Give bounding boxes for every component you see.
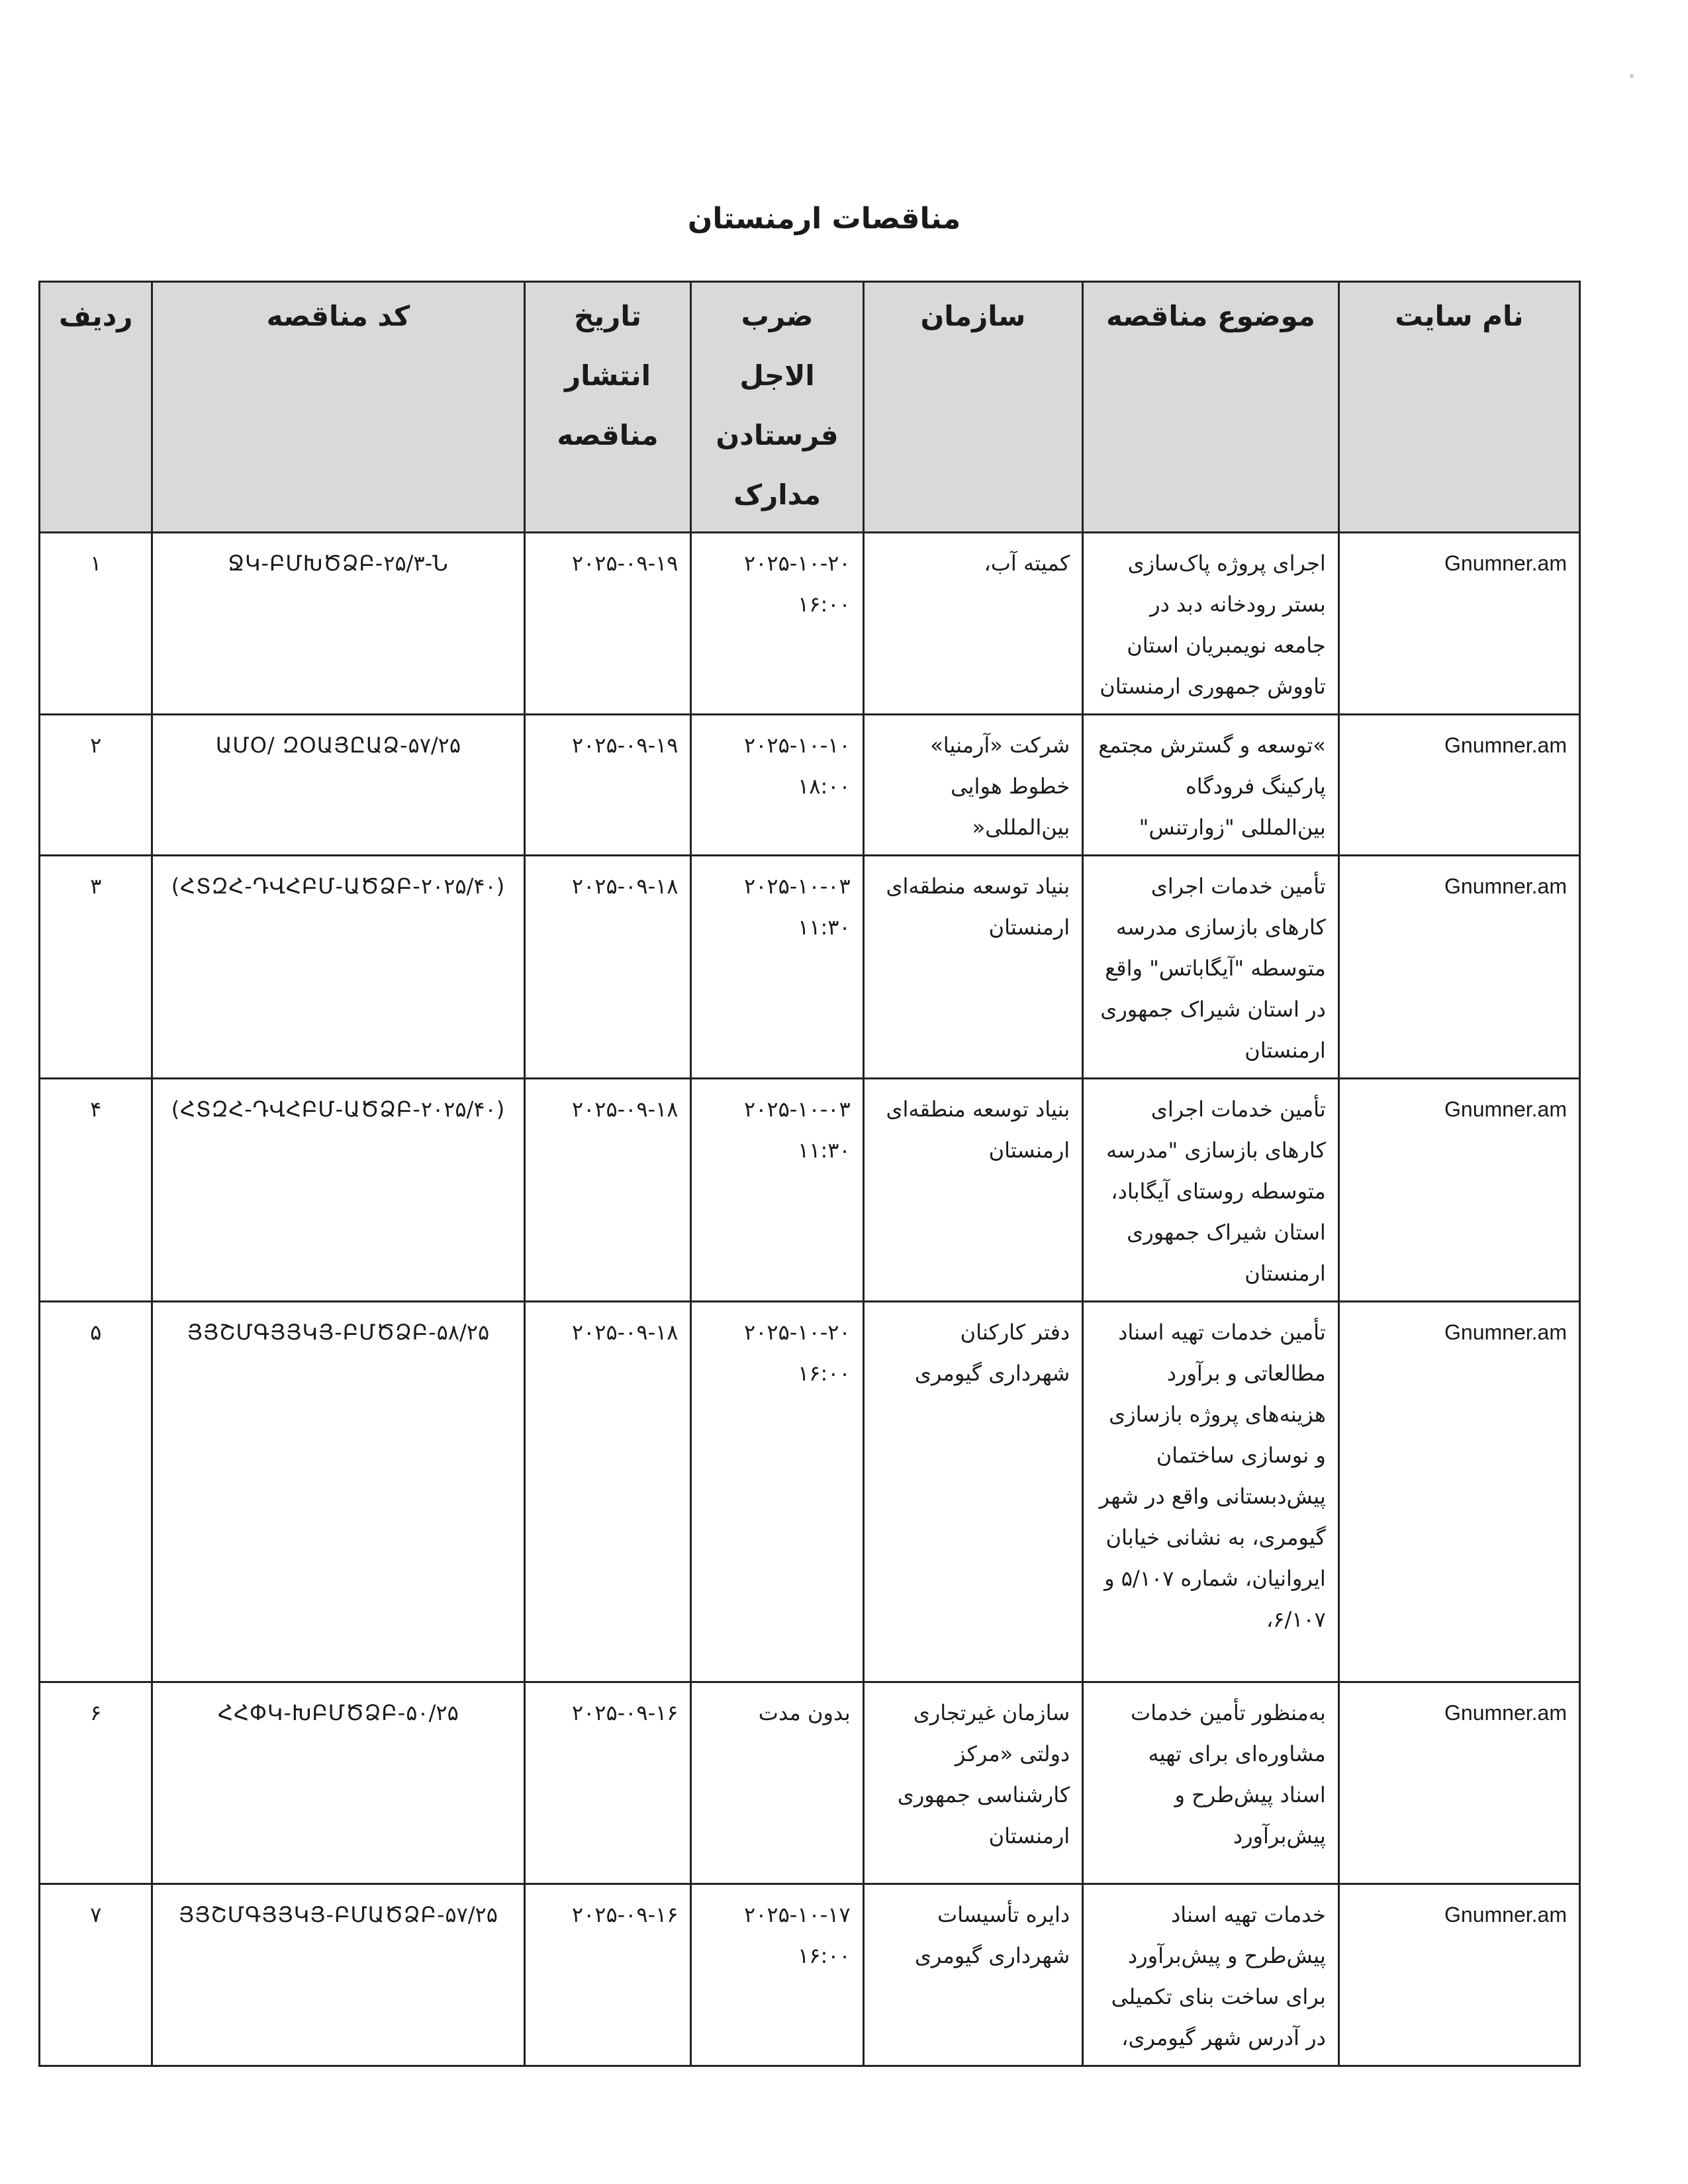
cell-code: ԱՄՕ/ ԶՕԱՅԸԱՁ-۵۷/۲۵ (152, 715, 524, 856)
table-row (40, 856, 1580, 1079)
table-row (40, 1682, 1580, 1884)
deadline-date: ۲۰۲۵-۱۰-۰۳ (744, 874, 851, 899)
cell-site: Gnumner.am (1338, 1079, 1579, 1302)
deadline-date: ۲۰۲۵-۱۰-۱۷ (744, 1902, 851, 1927)
cell-code: ՀՀՓԿ-ԽԲՄԾՁԲ-۵۰/۲۵ (152, 1682, 524, 1884)
cell-subject: تأمین خدمات اجرای کارهای بازسازی "مدرسه متوسطه روستای آیگاباد، استان شیراک جمهوری ارمنستان (1083, 1079, 1339, 1302)
cell-row-number: ۵ (40, 1302, 152, 1682)
deadline-time: ۱۱:۳۰ (798, 915, 851, 940)
cell-deadline (691, 1302, 863, 1682)
cell-row-number: ۷ (40, 1884, 152, 2066)
cell-published: ۲۰۲۵-۰۹-۱۹ (524, 533, 691, 715)
cell-code: ՅՅՇՄԳՅՅԿՅ-ԲՄԱԾՁԲ-۵۷/۲۵ (152, 1884, 524, 2066)
header-row-number: ردیف (40, 282, 152, 533)
cell-site: Gnumner.am (1338, 715, 1579, 856)
header-deadline: ضرب الاجل فرستادن مدارک (691, 282, 863, 533)
table-row (40, 1079, 1580, 1302)
header-published: تاریخ انتشار مناقصه (524, 282, 691, 533)
cell-row-number: ۳ (40, 856, 152, 1079)
cell-org: شرکت «آرمنیا» خطوط هوایی بین‌المللی« (863, 715, 1083, 856)
deadline-date: ۲۰۲۵-۱۰-۱۰ (744, 733, 851, 758)
deadline-time: ۱۱:۳۰ (798, 1138, 851, 1163)
cell-site: Gnumner.am (1338, 856, 1579, 1079)
cell-org: کمیته آب، (863, 533, 1083, 715)
header-org: سازمان (863, 282, 1083, 533)
cell-deadline (691, 1682, 863, 1884)
cell-org: دایره تأسیسات شهرداری گیومری (863, 1884, 1083, 2066)
cell-published: ۲۰۲۵-۰۹-۱۸ (524, 1079, 691, 1302)
cell-org: سازمان غیرتجاری دولتی «مرکز کارشناسی جمهوری ارمنستان (863, 1682, 1083, 1884)
header-code: کد مناقصه (152, 282, 524, 533)
deadline-date: بدون مدت (758, 1700, 851, 1725)
cell-subject: »توسعه و گسترش مجتمع پارکینگ فرودگاه بین‌المللی "زوارتنس" (1083, 715, 1339, 856)
cell-org: بنیاد توسعه منطقه‌ای ارمنستان (863, 1079, 1083, 1302)
table-row (40, 1302, 1580, 1682)
cell-row-number: ۴ (40, 1079, 152, 1302)
cell-org: دفتر کارکنان شهرداری گیومری (863, 1302, 1083, 1682)
header-site: نام سایت (1338, 282, 1579, 533)
cell-published: ۲۰۲۵-۰۹-۱۸ (524, 856, 691, 1079)
cell-deadline (691, 1884, 863, 2066)
cell-subject: خدمات تهیه اسناد پیش‌طرح و پیش‌برآورد برای ساخت بنای تکمیلی در آدرس شهر گیومری، (1083, 1884, 1339, 2066)
cell-code: ՅՅՇՄԳՅՅԿՅ-ԲՄԾՁԲ-۵۸/۲۵ (152, 1302, 524, 1682)
page-title: مناقصات ارمنستان (687, 202, 961, 236)
table-row (40, 533, 1580, 715)
deadline-date: ۲۰۲۵-۱۰-۰۳ (744, 1097, 851, 1122)
deadline-time: ۱۸:۰۰ (798, 774, 851, 799)
cell-subject: اجرای پروژه پاک‌سازی بستر رودخانه دبد در جامعه نویمبریان استان تاووش جمهوری ارمنستان (1083, 533, 1339, 715)
cell-published: ۲۰۲۵-۰۹-۱۸ (524, 1302, 691, 1682)
scan-speck (1630, 74, 1634, 78)
cell-deadline (691, 1079, 863, 1302)
cell-subject: به‌منظور تأمین خدمات مشاوره‌ای برای تهیه اسناد پیش‌طرح و پیش‌برآورد (1083, 1682, 1339, 1884)
cell-site: Gnumner.am (1338, 533, 1579, 715)
table-header-row (40, 282, 1580, 533)
cell-published: ۲۰۲۵-۰۹-۱۹ (524, 715, 691, 856)
cell-published: ۲۰۲۵-۰۹-۱۶ (524, 1682, 691, 1884)
cell-row-number: ۲ (40, 715, 152, 856)
cell-code: (ՀՏԶՀ-ԴՎՀԲՄ-ԱԾՁԲ-۲۰۲۵/۴۰) (152, 1079, 524, 1302)
deadline-time: ۱۶:۰۰ (798, 1361, 851, 1386)
cell-row-number: ۱ (40, 533, 152, 715)
cell-deadline (691, 533, 863, 715)
header-subject: موضوع مناقصه (1083, 282, 1339, 533)
cell-site: Gnumner.am (1338, 1682, 1579, 1884)
cell-row-number: ۶ (40, 1682, 152, 1884)
deadline-date: ۲۰۲۵-۱۰-۲۰ (744, 551, 851, 576)
cell-code: ՋԿ-ԲՄԽԾՁԲ-۲۵/۳-Ն (152, 533, 524, 715)
cell-deadline (691, 856, 863, 1079)
cell-code: (ՀՏԶՀ-ԴՎՀԲՄ-ԱԾՁԲ-۲۰۲۵/۴۰) (152, 856, 524, 1079)
deadline-time: ۱۶:۰۰ (798, 1943, 851, 1968)
tenders-table (38, 281, 1581, 2067)
table-row (40, 1884, 1580, 2066)
cell-org: بنیاد توسعه منطقه‌ای ارمنستان (863, 856, 1083, 1079)
cell-published: ۲۰۲۵-۰۹-۱۶ (524, 1884, 691, 2066)
cell-subject: تأمین خدمات تهیه اسناد مطالعاتی و برآورد هزینه‌های پروژه بازسازی و نوسازی ساختمان پیش‌دبستانی واقع در شهر گیومری، به نشانی خیابان ایروانیان، شماره ۵/۱۰۷ و ۶/۱۰۷، (1083, 1302, 1339, 1682)
cell-site: Gnumner.am (1338, 1884, 1579, 2066)
deadline-date: ۲۰۲۵-۱۰-۲۰ (744, 1320, 851, 1345)
cell-deadline (691, 715, 863, 856)
cell-site: Gnumner.am (1338, 1302, 1579, 1682)
deadline-time: ۱۶:۰۰ (798, 592, 851, 617)
table-row (40, 715, 1580, 856)
cell-subject: تأمین خدمات اجرای کارهای بازسازی مدرسه متوسطه "آیگاباتس" واقع در استان شیراک جمهوری ارمنستان (1083, 856, 1339, 1079)
